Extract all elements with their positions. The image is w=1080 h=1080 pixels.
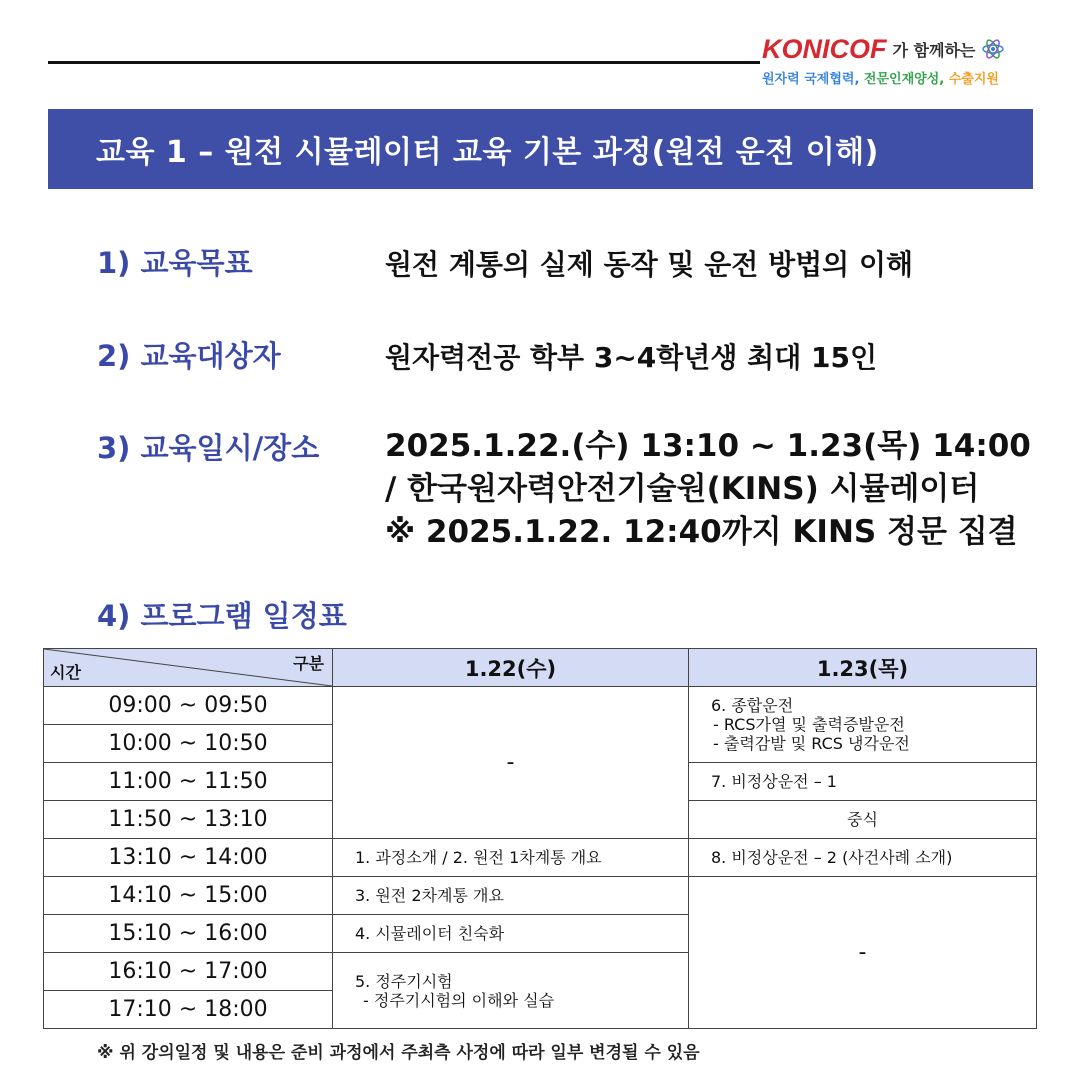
schedule-location: / 한국원자력안전기술원(KINS) 시뮬레이터 [385, 471, 980, 507]
brand-tagline: 가 함께하는 [892, 40, 976, 60]
atom-icon [981, 37, 1005, 61]
time-slot: 16:10 ~ 17:00 [44, 953, 333, 991]
table-row [44, 839, 1037, 877]
day1-session-4: 4. 시뮬레이터 친숙화 [333, 915, 689, 953]
table-row [44, 687, 1037, 725]
time-slot: 13:10 ~ 14:00 [44, 839, 333, 877]
schedule-label: 3) 교육일시/장소 [97, 431, 320, 465]
table-row [44, 877, 1037, 915]
table-corner-header [44, 649, 333, 687]
header-category-label: 구분 [293, 654, 324, 673]
time-slot: 17:10 ~ 18:00 [44, 991, 333, 1029]
page-title: 교육 1 – 원전 시뮬레이터 교육 기본 과정(원전 운전 이해) [96, 135, 879, 170]
footnote: ※ 위 강의일정 및 내용은 준비 과정에서 주최측 사정에 따라 일부 변경될 수 있음 [97, 1043, 700, 1063]
day1-morning-cell: - [333, 687, 689, 839]
brand-block [762, 32, 1032, 87]
day2-afternoon-cell: - [689, 877, 1037, 1029]
target-label: 2) 교육대상자 [97, 339, 281, 373]
header-day2: 1.23(목) [689, 649, 1037, 687]
day2-session-6: 6. 종합운전 - RCS가열 및 출력증발운전 - 출력감발 및 RCS 냉각운전 [689, 687, 1037, 763]
goal-label: 1) 교육목표 [97, 246, 253, 280]
header-divider [48, 61, 760, 64]
brand-logo: KONICOF [762, 33, 887, 64]
target-value: 원자력전공 학부 3~4학년생 최대 15인 [385, 341, 878, 374]
title-banner [48, 109, 1033, 189]
day1-session-3: 3. 원전 2차계통 개요 [333, 877, 689, 915]
time-slot: 09:00 ~ 09:50 [44, 687, 333, 725]
schedule-datetime: 2025.1.22.(수) 13:10 ~ 1.23(목) 14:00 [385, 428, 1031, 464]
day2-session-7: 7. 비정상운전 – 1 [689, 763, 1037, 801]
table-header-row [44, 649, 1037, 687]
time-slot: 15:10 ~ 16:00 [44, 915, 333, 953]
time-slot: 10:00 ~ 10:50 [44, 725, 333, 763]
day2-session-8: 8. 비정상운전 – 2 (사건사례 소개) [689, 839, 1037, 877]
goal-value: 원전 계통의 실제 동작 및 운전 방법의 이해 [385, 248, 914, 281]
header-day1: 1.22(수) [333, 649, 689, 687]
time-slot: 11:50 ~ 13:10 [44, 801, 333, 839]
schedule-meeting-note: ※ 2025.1.22. 12:40까지 KINS 정문 집결 [385, 514, 1018, 550]
time-slot: 11:00 ~ 11:50 [44, 763, 333, 801]
time-slot: 14:10 ~ 15:00 [44, 877, 333, 915]
schedule-value [385, 425, 1031, 554]
brand-subtitle: 원자력 국제협력, 전문인재양성, 수출지원 [762, 72, 999, 87]
day1-session-5: 5. 정주기시험 - 정주기시험의 이해와 실습 [333, 953, 689, 1029]
schedule-table [43, 648, 1037, 1029]
header-time-label: 시간 [50, 663, 81, 682]
day1-session-1-2: 1. 과정소개 / 2. 원전 1차계통 개요 [333, 839, 689, 877]
day2-lunch: 중식 [689, 801, 1037, 839]
program-label: 4) 프로그램 일정표 [97, 599, 347, 633]
